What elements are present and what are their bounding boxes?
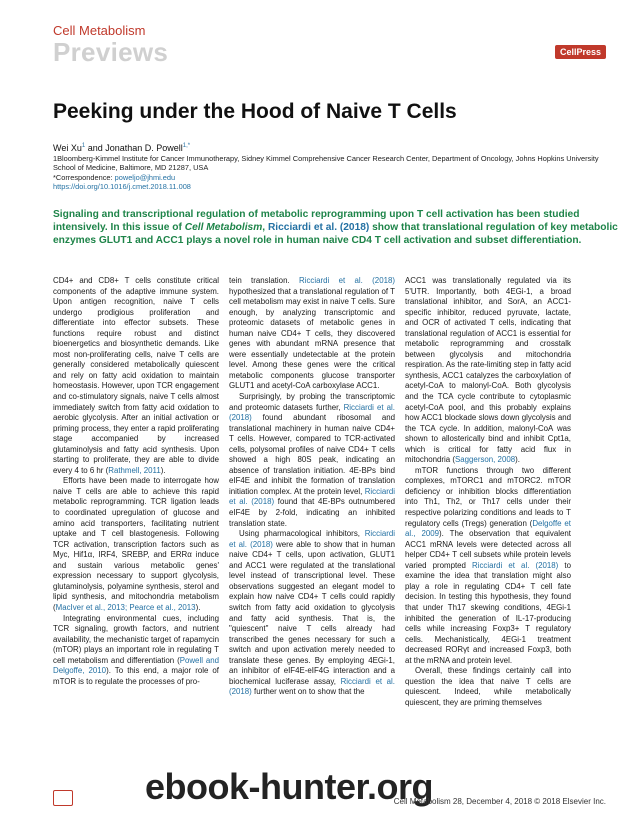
text: were able to show that in human naive CD4+ T cells, upon activation, GLUT1 and ACC1 were regulated at the translational level instead of transcriptional level. These observations suggested an elegant model to explain how naive CD4+ T cells could rapidly switch from fatty acid oxidation to glycolysis and fatty acid synthesis. That is, the "quiescent" naive T cells already had transcribed the genes necessary for such a switch and upon activation merely needed to translate these genes. By employing 4EGi-1, an inhibitor of eIF4E-eIF4G interaction and a biochemical luciferase assay, (229, 539, 395, 686)
body-column-2 (229, 276, 395, 698)
cellpress-logo: CellPress (555, 45, 606, 59)
text: mTOR functions through two different complexes, mTORC1 and mTORC2. mTOR deficiency or inhibition blocks differentiation into Th1, Th2, or Th17 cells under their respective polarizing conditions and leads to T regulatory cells (Tregs) generation ( (405, 465, 571, 528)
reference-link[interactable]: Ricciardi et al. (2018) (229, 676, 395, 697)
paragraph (405, 276, 571, 466)
text: ). (515, 455, 520, 465)
text: ). (160, 465, 166, 475)
paragraph (53, 476, 219, 613)
body-column-1 (53, 276, 219, 687)
reference-link[interactable]: Rathmell, 2011 (108, 465, 161, 475)
section-label: Previews (53, 37, 169, 67)
text: CD4+ and CD8+ T cells constitute critical components of the adaptive immune system. Upon antigen recognition, naive T cells undergo prodigious proliferation and differentiate into effector subsets. These functions require robust and distinct bioenergetics and biosynthetic demands. Like most non-proliferating cells, naive T cells are generally considered metabolically quiescent and rely on fatty acid oxidation to maintain homeostasis. However, upon TCR engagement and co-stimulatory signals, naive T cells almost immediately switch from fatty acid oxidation to aerobic glycolysis. After an initial activation or priming process, they enter a rapid proliferating stage accompanied by increased glutaminolysis and fatty acid synthesis. Upon starting to proliferate, they are able to divide every 4 to 6 hr ( (53, 276, 219, 475)
text: found abundant ribosomal and translational machinery in human naive CD4+ T cells. However, compared to TCR-activated cells, polysomal profiles of naive CD4+ T cells showed a high 80S peak, indicating an absence of translation initiation. 4E-BPs bind eIF4E and inhibit the formation of translation initiation complex. At the protein level, (229, 413, 395, 496)
reference-link[interactable]: Ricciardi et al. (2018) (472, 560, 559, 570)
text: hypothesized that a translational regulation of T cell metabolism may exist in naive T cells. Sure enough, by analyzing transcriptomic and proteomic datasets of metabolic genes in human naive CD4+ T cells, they discovered genes with abundant mRNA presence that were essentially undetectable at the protein level. Among these genes were the critical metabolic components glucose transporter GLUT1 and acetyl-CoA carboxylase ACC1. (229, 286, 395, 391)
text: Surprisingly, by probing the transcriptomic and proteomic datasets further, (229, 392, 395, 412)
text: ). The observation that equivalent ACC1 mRNA levels were detected across all helper CD4+ T cell subsets while protein levels varied prompted (405, 529, 571, 570)
correspondence (53, 173, 613, 182)
reference-link[interactable]: Ricciardi et al. (2018) (229, 486, 395, 507)
check-for-updates-icon[interactable] (53, 790, 73, 806)
footer-citation: Cell Metabolism 28, December 4, 2018 © 2018 Elsevier Inc. (393, 797, 606, 806)
text: further went on to show that the (251, 687, 365, 697)
abstract-reference-link[interactable]: Ricciardi et al. (2018) (267, 222, 370, 234)
paragraph (53, 276, 219, 476)
paragraph (229, 276, 395, 392)
text: Efforts have been made to interrogate how naive T cells are able to achieve this rapid metabolic reprogramming. TCR ligation leads to coordinated upregulation of glucose and amino acid transporters, facilitating nutrient uptake and T cell blastogenesis. Following TCR activation, transcription factors such as Myc, Hif1α, IRF4, SREBP, and ERRα induce and sustain various metabolic genes' expression necessary to support glycolysis, glutaminolysis, polyamine synthesis, sterol and lipid synthesis, and mitochondria metabolism ( (53, 476, 219, 612)
text: ). (195, 602, 201, 612)
author-2[interactable]: and Jonathan D. Powell (85, 143, 183, 153)
reference-link[interactable]: Powell and Delgoffe, 2010 (53, 655, 219, 676)
journal-name: Cell Metabolism (53, 23, 146, 38)
reference-link[interactable]: Ricciardi et al. (2018) (229, 529, 395, 549)
reference-link[interactable]: Ricciardi et al. (2018) (299, 276, 395, 285)
text: ). To this end, a major role of mTOR is to regulate the processes of pro- (53, 666, 219, 686)
paragraph (405, 666, 571, 708)
watermark: ebook-hunter.org (145, 766, 433, 807)
article-title: Peeking under the Hood of Naive T Cells (53, 100, 457, 123)
abstract-journal: Cell Metabolism (184, 222, 263, 234)
correspondence-email-link[interactable]: poweljo@jhmi.edu (114, 172, 176, 182)
authors-line (53, 143, 190, 153)
doi-link[interactable]: https://doi.org/10.1016/j.cmet.2018.11.008 (53, 182, 191, 192)
paragraph (405, 466, 571, 666)
paragraph (53, 614, 219, 688)
reference-link[interactable]: MacIver et al., 2013; Pearce et al., 2013 (55, 602, 196, 612)
text: tein translation. (229, 276, 299, 285)
affiliation: 1Bloomberg-Kimmel Institute for Cancer Immunotherapy, Sidney Kimmel Comprehensive Cancer Research Center, Department of Oncology, Johns Hopkins University School of Medicine, Baltimore, MD 21287, USA (53, 154, 599, 173)
text: Overall, these findings certainly call into question the idea that naive T cells are quiescent. Indeed, while metabolically quiescent, they are priming themselves (405, 666, 571, 707)
abstract-text-3: show that translational regulation of key metabolic enzymes GLUT1 and ACC1 plays a novel role in human naive CD4 T cell activation and subset differentiation. (53, 222, 618, 247)
author-2-affiliation-marker: 1,* (182, 143, 191, 149)
text: Using pharmacological inhibitors, (239, 529, 365, 539)
reference-link[interactable]: Saggerson, 2008 (455, 455, 516, 465)
paragraph (229, 392, 395, 529)
abstract-text-2: , (262, 222, 268, 234)
paragraph (229, 529, 395, 698)
abstract-text-1: Signaling and transcriptional regulation of metabolic reprogramming upon T cell activation has been studied intensively. In this issue of (53, 209, 580, 234)
text: found that 4E-BPs outnumbered eIF4E by 2-fold, indicating an inhibited translation state. (229, 497, 395, 528)
correspondence-label: *Correspondence: (53, 172, 115, 182)
text: Integrating environmental cues, including TCR signaling, growth factors, and nutrient availability, the mechanistic target of rapamycin (mTOR) plays an important role in regulating T cell metabolism and differentiation ( (53, 613, 219, 665)
reference-link[interactable]: Delgoffe et al., 2009 (405, 518, 571, 539)
author-1-affiliation-marker: 1 (81, 143, 86, 149)
affiliation-block (53, 154, 613, 192)
reference-link[interactable]: Ricciardi et al. (2018) (229, 402, 395, 423)
author-1[interactable]: Wei Xu (53, 143, 82, 153)
text: to examine the idea that translation might also play a role in regulating CD4+ T cell fate decision. In testing this hypothesis, they found that under Th17 skewing conditions, 4EGi-1 inhibited the generation of IL-17-producing cells while increasing Foxp3+ T regulatory cells. Mechanistically, 4EGi-1 treatment decreased RORγt and increased Foxp3, both at the mRNA and protein level. (405, 560, 571, 665)
text: ACC1 was translationally regulated via its 5'UTR. Importantly, both 4EGi-1, a broad translational inhibitor, and SorA, an ACC1-specific inhibitor, reduced pyruvate, lactate, and OCR of activated T cells, indicating that translational regulation of ACC1 is essential for metabolic reprogramming and crosstalk between glycolysis and mitochondria respiration. As the rate-limiting step in fatty acid synthesis, ACC1 catalyzes the carboxylation of acetyl-CoA to malonyl-CoA. Both glycolysis and the TCA cycle contribute to cytoplasmic acetyl-CoA pool, and this probably explains how ACC1 blockade slows down glycolysis and the TCA cycle. In addition, malonyl-CoA was shown to allosterically bind and inhibit Cpt1a, which is critical for fatty acid flux in mitochondria ( (405, 276, 571, 465)
abstract (53, 208, 618, 248)
body-column-3 (405, 276, 571, 708)
